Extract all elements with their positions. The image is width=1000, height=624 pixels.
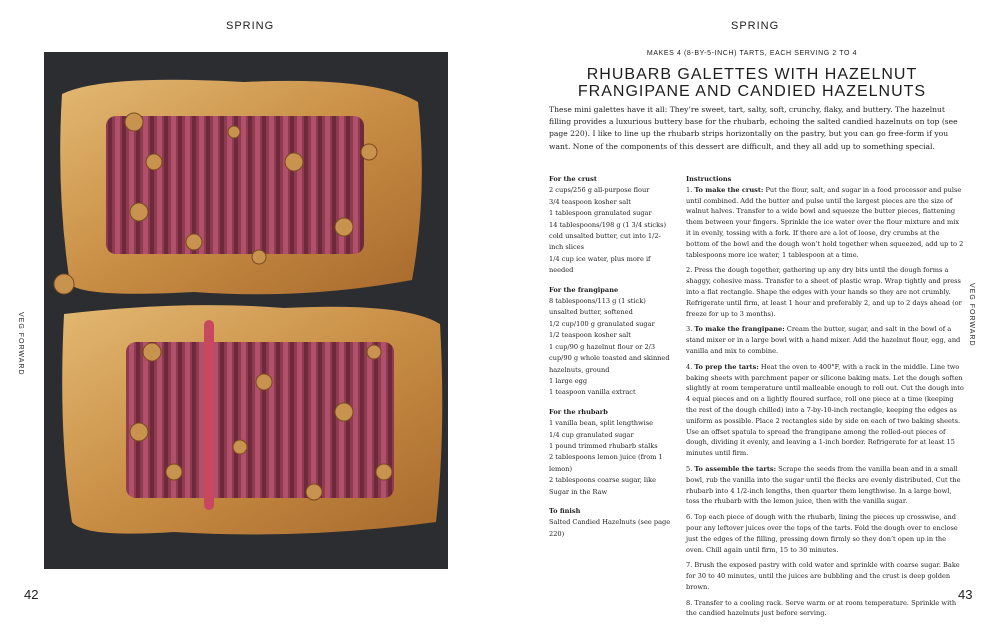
left-section-title: SPRING <box>226 20 275 32</box>
instructions-heading: Instructions <box>686 175 732 183</box>
recipe-title-line-2: FRANGIPANE AND CANDIED HAZELNUTS <box>577 83 927 100</box>
ingredient-item: 1 tablespoon granulated sugar <box>549 209 652 218</box>
instruction-step-3 <box>686 324 965 356</box>
step-label: To make the frangipane: <box>694 325 785 334</box>
ingredient-item: 1 teaspoon vanilla extract <box>549 388 636 397</box>
recipe-intro: These mini galettes have it all: They’re sweet, tart, salty, soft, crunchy, flaky, and buttery. The hazelnut filling provides a luxurious buttery base for the rhubarb, echoing the salted candied hazelnuts on top (see page 220). I like to line up the rhubarb strips horizontally on the pastry, but you can go free-form if you want. None of the components of this dessert are difficult, and they all add up to something special. <box>549 105 958 151</box>
step-number: 8. <box>686 598 693 607</box>
instruction-step-6 <box>686 512 965 555</box>
step-label: To prep the tarts: <box>694 362 759 371</box>
step-text: Cream the butter, sugar, and salt in the bowl of a stand mixer or in a large bowl with a hand mixer. Add the hazelnut flour, egg, and vanilla and mix to combine. <box>686 325 961 355</box>
step-label: To make the crust: <box>694 185 764 194</box>
ingredient-item: 1 pound trimmed rhubarb stalks <box>549 441 658 450</box>
step-text: Brush the exposed pastry with cold water and sprinkle with coarse sugar. Bake for 30 to 40 minutes, until the juices are bubbling and the crust is deep golden brown. <box>686 561 960 591</box>
step-text: Scrape the seeds from the vanilla bean and in a small bowl, rub the vanilla into the sugar until the flecks are evenly distributed. Cut the rhubarb into 4 1/2-inch lengths, then quarter them lengthwise. In a large bowl, toss the rhubarb with the lemon juice, then with the vanilla sugar. <box>686 464 961 506</box>
instructions-column <box>686 174 965 624</box>
step-text: Transfer to a cooling rack. Serve warm or at room temperature. Sprinkle with the candied hazelnuts just before serving. <box>686 598 957 618</box>
recipe-title-line-1: RHUBARB GALETTES WITH HAZELNUT <box>586 66 918 83</box>
left-page-number: 42 <box>24 587 39 602</box>
step-number: 4. <box>686 362 693 371</box>
right-section-title: SPRING <box>731 20 780 32</box>
left-side-label: VEG FORWARD <box>17 312 24 376</box>
galette-photo <box>44 52 448 569</box>
ingredient-group-rhubarb <box>549 407 675 498</box>
ingredient-item: 2 tablespoons lemon juice (from 1 lemon) <box>549 453 663 473</box>
instruction-step-7 <box>686 560 965 592</box>
step-number: 7. <box>686 561 693 570</box>
galette-illustration <box>44 52 448 569</box>
ingredient-item: Salted Candied Hazelnuts (see page 220) <box>549 518 671 538</box>
ingredient-group-heading: For the crust <box>549 175 597 183</box>
ingredient-group-heading: To finish <box>549 506 581 515</box>
ingredients-column <box>549 174 675 548</box>
recipe-title <box>540 66 964 100</box>
step-text: Press the dough together, gathering up any dry bits until the dough forms a shaggy, cohesive mass. Transfer to a sheet of plastic wrap. Wrap tightly and press into a flat rectangle. Shape the edges with your hands so they are not crumbly. Refrigerate until firm, at least 1 hour and preferably 2, and up to 2 days ahead (or freeze for up to 3 months). <box>686 266 962 318</box>
instruction-step-8 <box>686 598 965 620</box>
step-number: 5. <box>686 464 693 473</box>
instruction-step-2 <box>686 265 965 319</box>
ingredient-group-frangipane <box>549 285 675 399</box>
step-number: 6. <box>686 513 693 522</box>
ingredient-item: 1 large egg <box>549 376 588 385</box>
step-number: 1. <box>686 185 693 194</box>
instruction-step-5 <box>686 464 965 507</box>
ingredient-item: 14 tablespoons/198 g (1 3/4 sticks) cold unsalted butter, cut into 1/2-inch slices <box>549 220 667 252</box>
step-text: Heat the oven to 400°F, with a rack in the middle. Line two baking sheets with parchment paper or silicone baking mats. Let the dough soften slightly at room temperature until malleable enough to roll out. Cut the dough into 4 equal pieces and on a lightly floured surface, roll one piece at a time (keeping the rest of the dough chilled) into a 7-by-10-inch rectangle, keeping the edges as uniform as possible. Place 2 rectangles side by side on each of two baking sheets. Use an offset spatula to spread the frangipane among the rolled-out pieces of dough, dividing it evenly, and leaving a 1-inch border. Refrigerate for at least 15 minutes until firm. <box>686 362 964 458</box>
ingredient-item: 1/4 cup ice water, plus more if needed <box>549 254 651 275</box>
step-text: Put the flour, salt, and sugar in a food processor and pulse until combined. Add the butter and pulse until the largest pieces are the size of walnut halves. Transfer to a wide bowl and squeeze the butter pieces, flattening them between your fingers. Sprinkle the ice water over the flour mixture and mix it in evenly, tossing with a fork. If there are a lot of loose, dry crumbs at the bottom of the bowl and the dough won’t hold together when squeezed, add up to 2 tablespoons more ice water, 1 tablespoon at a time. <box>686 185 964 259</box>
ingredient-item: 1/2 cup/100 g granulated sugar <box>549 319 655 328</box>
ingredient-group-heading: For the frangipane <box>549 285 619 294</box>
ingredient-group-finish <box>549 506 675 540</box>
instruction-step-4 <box>686 362 965 459</box>
ingredient-item: 3/4 teaspoon kosher salt <box>549 197 631 206</box>
step-number: 2. <box>686 266 693 275</box>
ingredient-item: 1/4 cup granulated sugar <box>549 430 634 439</box>
ingredient-item: 2 cups/256 g all-purpose flour <box>549 186 650 195</box>
step-text: Top each piece of dough with the rhubarb, lining the pieces up crosswise, and pour any leftover juices over the tops of the tarts. Fold the dough over to enclose just the edges of the filling, pressing down firmly so they don’t open up in the oven. Chill again until firm, 15 to 30 minutes. <box>686 513 958 554</box>
ingredient-group-crust <box>549 174 675 277</box>
right-side-label: VEG FORWARD <box>968 283 975 347</box>
ingredient-item: 1 cup/90 g hazelnut flour or 2/3 cup/90 g whole toasted and skinned hazelnuts, ground <box>549 342 670 374</box>
recipe-yield: MAKES 4 (8-BY-5-INCH) TARTS, EACH SERVING 2 TO 4 <box>646 50 858 57</box>
right-page-number: 43 <box>958 587 973 602</box>
ingredient-item: 2 tablespoons coarse sugar, like Sugar in the Raw <box>549 476 657 496</box>
step-number: 3. <box>686 325 693 334</box>
instruction-step-1 <box>686 185 965 261</box>
ingredient-group-heading: For the rhubarb <box>549 407 608 416</box>
ingredient-item: 8 tablespoons/113 g (1 stick) unsalted butter, softened <box>549 297 646 317</box>
step-label: To assemble the tarts: <box>694 464 777 473</box>
ingredient-item: 1/2 teaspoon kosher salt <box>549 331 631 340</box>
ingredient-item: 1 vanilla bean, split lengthwise <box>549 419 654 428</box>
